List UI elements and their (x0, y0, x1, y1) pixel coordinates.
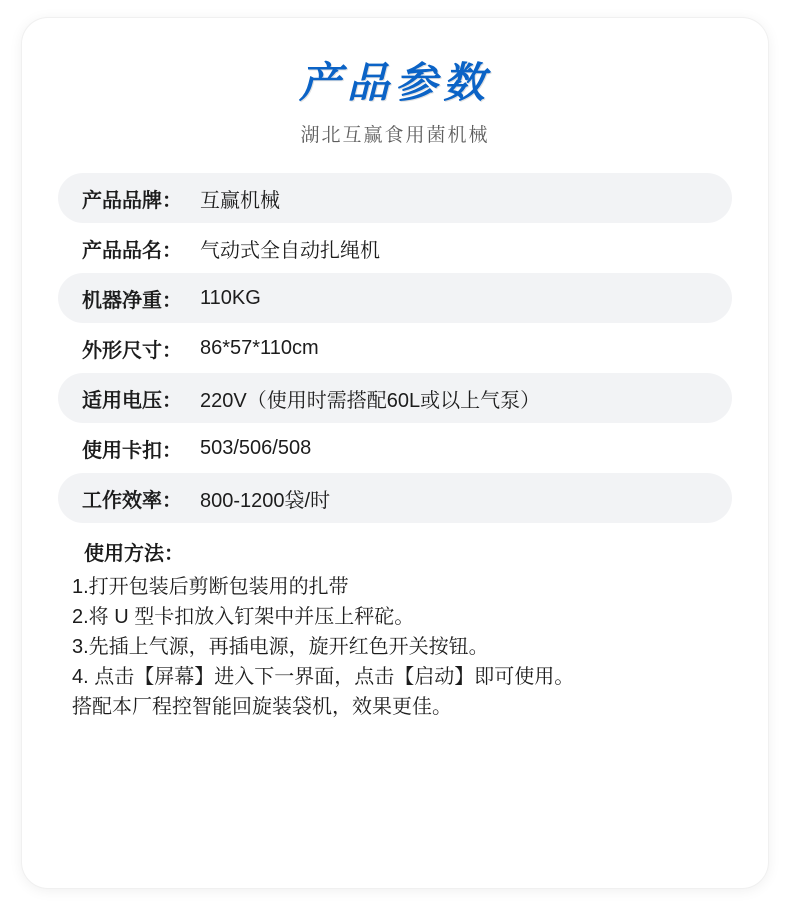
spec-label: 产品品牌： (82, 189, 182, 212)
spec-value: 503/506/508 (200, 436, 312, 459)
title-block (58, 44, 732, 147)
spec-value: 互赢机械 (200, 189, 280, 212)
usage-line: 1.打开包装后剪断包装用的扎带 (72, 576, 349, 599)
usage-lines (72, 572, 726, 722)
spec-row (58, 373, 732, 423)
spec-label: 使用卡扣： (82, 439, 182, 462)
spec-label: 外形尺寸： (82, 339, 182, 362)
usage-section (58, 537, 732, 722)
spec-row (58, 323, 732, 373)
spec-value: 800-1200袋/时 (200, 489, 331, 512)
usage-line: 3.先插上气源，再插电源，旋开红色开关按钮。 (72, 636, 489, 659)
spec-row (58, 423, 732, 473)
spec-value: 86*57*110cm (200, 336, 319, 359)
spec-list (58, 173, 732, 523)
spec-value: 110KG (200, 286, 261, 309)
spec-label: 产品品名： (82, 239, 182, 262)
usage-line: 搭配本厂程控智能回旋装袋机，效果更佳。 (72, 696, 452, 719)
spec-row (58, 223, 732, 273)
spec-row (58, 473, 732, 523)
spec-label: 工作效率： (82, 489, 182, 512)
page-title: 产品参数 (298, 59, 491, 106)
spec-label: 机器净重： (82, 289, 182, 312)
usage-line: 2.将 U 型卡扣放入钉架中并压上秤砣。 (72, 606, 415, 629)
spec-label: 适用电压： (82, 389, 182, 412)
spec-value: 气动式全自动扎绳机 (200, 239, 380, 262)
usage-line: 4. 点击【屏幕】进入下一界面，点击【启动】即可使用。 (72, 666, 575, 689)
spec-row (58, 173, 732, 223)
spec-card (22, 18, 768, 888)
spec-value: 220V（使用时需搭配60L或以上气泵） (200, 389, 541, 412)
usage-title: 使用方法： (84, 543, 184, 566)
spec-row (58, 273, 732, 323)
page-subtitle: 湖北互赢食用菌机械 (300, 125, 490, 147)
